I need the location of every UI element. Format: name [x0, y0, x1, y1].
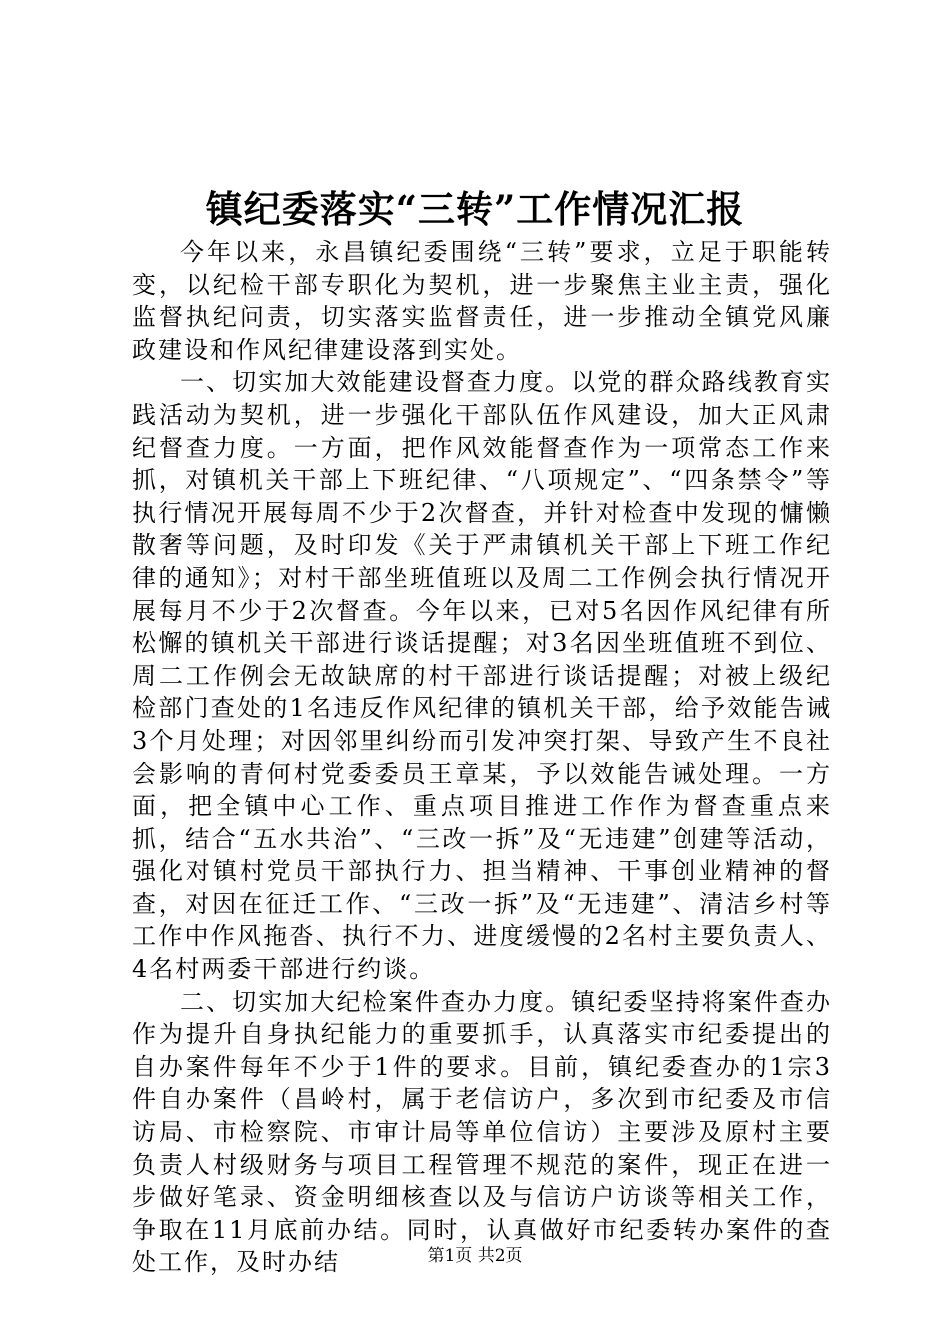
document-body [132, 236, 832, 1279]
intro-paragraph: 今年以来，永昌镇纪委围绕“三转”要求，立足于职能转变，以纪检干部专职化为契机，进一步聚焦主业主责，强化监督执纪问责，切实落实监督责任，进一步推动全镇党风廉政建设和作风纪律建设落到实处。 [132, 238, 832, 364]
document-title: 镇纪委落实“三转”工作情况汇报 [205, 187, 745, 231]
page-number: 第1页 共2页 [427, 1246, 523, 1266]
section-one-paragraph: 一、切实加大效能建设督查力度。以党的群众路线教育实践活动为契机，进一步强化干部队伍作风建设，加大正风肃纪督查力度。一方面，把作风效能督查作为一项常态工作来抓，对镇机关干部上下班纪律、“八项规定”、“四条禁令”等执行情况开展每周不少于2次督查，并针对检查中发现的慵懒散奢等问题，及时印发《关于严肃镇机关干部上下班工作纪律的通知》；对村干部坐班值班以及周二工作例会执行情况开展每月不少于2次督查。今年以来，已对5名因作风纪律有所松懈的镇机关干部进行谈话提醒；对3名因坐班值班不到位、周二工作例会无故缺席的村干部进行谈话提醒；对被上级纪检部门查处的1名违反作风纪律的镇机关干部，给予效能告诫3个月处理；对因邻里纠纷而引发冲突打架、导致产生不良社会影响的青何村党委委员王章某，予以效能告诫处理。一方面，把全镇中心工作、重点项目推进工作作为督查重点来抓，结合“五水共治”、“三改一拆”及“无违建”创建等活动，强化对镇村党员干部执行力、担当精神、干事创业精神的督查，对因在征迁工作、“三改一拆”及“无违建”、清洁乡村等工作中作风拖沓、执行不力、进度缓慢的2名村主要负责人、4名村两委干部进行约谈。 [132, 368, 832, 984]
section-two-paragraph: 二、切实加大纪检案件查办力度。镇纪委坚持将案件查办作为提升自身执纪能力的重要抓手，认真落实市纪委提出的自办案件每年不少于1件的要求。目前，镇纪委查办的1宗3件自办案件（昌岭村，属于老信访户，多次到市纪委及市信访局、市检察院、市审计局等单位信访）主要涉及原村主要负责人村级财务与项目工程管理不规范的案件，现正在进一步做好笔录、资金明细核查以及与信访户访谈等相关工作，争取在11月底前办结。同时，认真做好市纪委转办案件的查处工作，及时办结 [132, 987, 832, 1277]
